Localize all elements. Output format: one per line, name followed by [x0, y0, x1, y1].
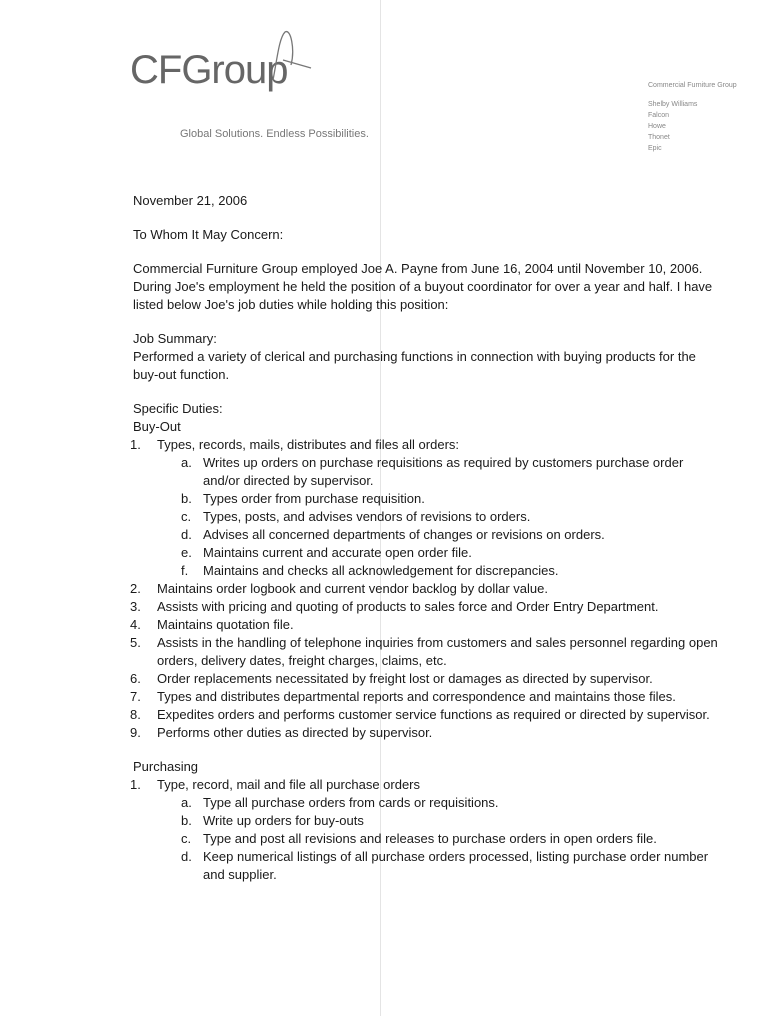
letter-date: November 21, 2006	[133, 193, 248, 208]
logo-swoosh-icon	[265, 30, 325, 85]
list-item: 2. Maintains order logbook and current vendor backlog by dollar value.	[130, 581, 548, 596]
list-item: 3. Assists with pricing and quoting of products to sales force and Order Entry Department.	[130, 599, 659, 614]
logo-text: CFGroup	[130, 48, 288, 92]
list-item: f. Maintains and checks all acknowledgement for discrepancies.	[181, 563, 559, 578]
job-summary-text: Performed a variety of clerical and purchasing functions in connection with buying products for the buy-out function.	[133, 349, 696, 382]
buyout-list	[130, 436, 723, 742]
buyout-heading: Buy-Out	[133, 419, 181, 434]
list-item: 1. Type, record, mail and file all purchase orders a. Type all purchase orders from cards or requisitions. b. Write up orders for buy-outs c. Type and post all revisions and releases to purchase orders in open orders file. d. Keep numerical listings of all purchase orders processed, listing purchase order number and supplier.	[133, 776, 723, 884]
list-item: 7. Types and distributes departmental reports and correspondence and maintains those files.	[130, 689, 676, 704]
list-item: d. Keep numerical listings of all purchase orders processed, listing purchase order number and supplier.	[181, 849, 709, 882]
list-item: 9. Performs other duties as directed by supervisor.	[130, 725, 433, 740]
list-item: 4. Maintains quotation file.	[130, 617, 294, 632]
list-item: a. Type all purchase orders from cards or requisitions.	[181, 795, 499, 810]
specific-duties-heading: Specific Duties:	[133, 401, 223, 416]
salutation: To Whom It May Concern:	[133, 227, 284, 242]
list-item: c. Types, posts, and advises vendors of revisions to orders.	[181, 509, 531, 524]
list-item: b. Types order from purchase requisition.	[181, 491, 425, 506]
purchasing-sub-list	[157, 794, 723, 884]
tagline: Global Solutions. Endless Possibilities.	[180, 128, 369, 140]
list-item: 5. Assists in the handling of telephone inquiries from customers and sales personnel regarding open orders, delivery dates, freight charges, claims, etc.	[130, 635, 718, 668]
letterhead-sidebar	[648, 80, 737, 154]
brand-item: Thonet	[648, 134, 670, 141]
purchasing-list	[130, 776, 723, 884]
intro-paragraph: Commercial Furniture Group employed Joe A. Payne from June 16, 2004 until November 10, 2006. During Joe's employment he held the position of a buyout coordinator for over a year and half. I have listed below Joe's job duties while holding this position:	[133, 261, 713, 312]
list-item: e. Maintains current and accurate open order file.	[181, 545, 472, 560]
company-name: Commercial Furniture Group	[648, 82, 737, 89]
brand-item: Epic	[648, 145, 662, 152]
purchasing-heading: Purchasing	[133, 759, 199, 774]
list-item: 6. Order replacements necessitated by freight lost or damages as directed by supervisor.	[130, 671, 653, 686]
cfgroup-logo	[130, 30, 330, 100]
brand-item: Howe	[648, 123, 666, 130]
list-item: b. Write up orders for buy-outs	[181, 813, 364, 828]
list-item: d. Advises all concerned departments of changes or revisions on orders.	[181, 527, 605, 542]
letter-body	[130, 192, 723, 884]
job-summary-heading: Job Summary:	[133, 331, 217, 346]
brand-item: Falcon	[648, 112, 670, 119]
list-item: a. Writes up orders on purchase requisitions as required by customers purchase order and/or directed by supervisor.	[181, 455, 684, 488]
brand-item: Shelby Williams	[648, 101, 698, 108]
buyout-sub-list	[157, 454, 723, 580]
list-item: 1. Types, records, mails, distributes and files all orders: a. Writes up orders on purchase requisitions as required by customers purchase order and/or directed by supervisor. b. Types order from purchase requisition. c. Types, posts, and advises vendors of revisions to orders. d. Advises all concerned departments of changes or revisions on orders. e. Maintains current and accurate open order file. f. Maintains and checks all acknowledgement for discrepancies.	[133, 436, 723, 580]
list-item: 8. Expedites orders and performs customer service functions as required or directed by supervisor.	[130, 707, 710, 722]
list-item: c. Type and post all revisions and releases to purchase orders in open orders file.	[181, 831, 657, 846]
